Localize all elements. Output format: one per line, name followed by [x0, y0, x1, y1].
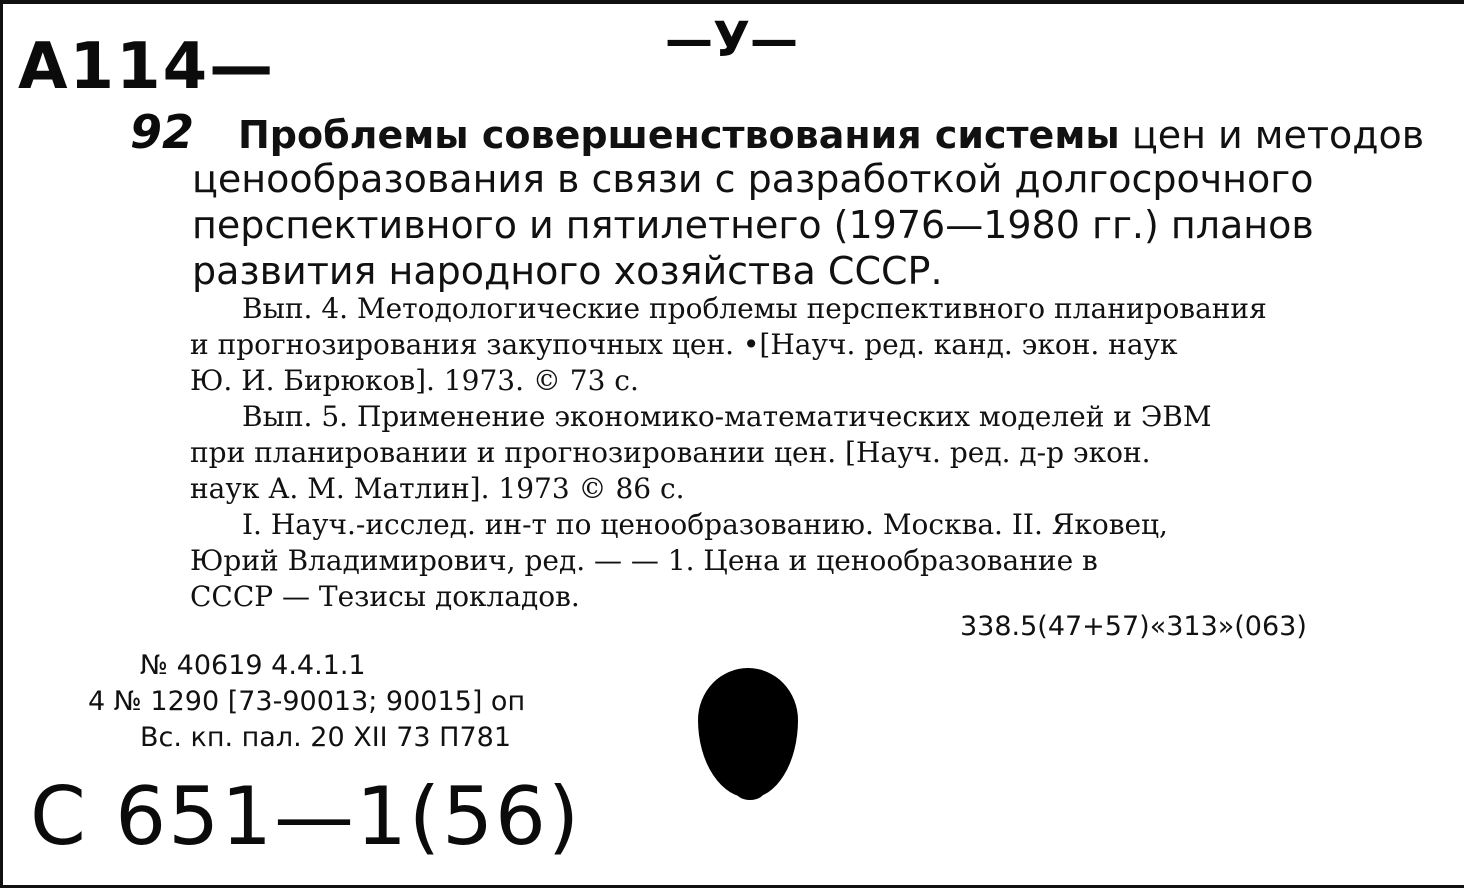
title-line-1	[238, 112, 1424, 158]
title-line-4: развития народного хозяйства СССР.	[192, 249, 943, 293]
handwritten-number: 92	[130, 105, 195, 159]
title-line-1-rest: цен и методов	[1119, 113, 1425, 157]
title-line-2: ценообразования в связи с разработкой долгосрочного	[192, 157, 1314, 201]
title-line-3: перспективного и пятилетнего (1976—1980 гг.) планов	[192, 203, 1314, 247]
ink-stain	[698, 668, 798, 798]
issue-4-line-1: Вып. 4. Методологические проблемы перспективного планирования	[242, 292, 1267, 325]
card-left-border	[0, 0, 3, 888]
ink-stain-tip	[735, 780, 765, 800]
issue-4-line-2: и прогнозирования закупочных цен. •[Науч. ред. канд. экон. наук	[190, 328, 1178, 361]
issue-5-line-3: наук А. М. Матлин]. 1973 © 86 с.	[190, 472, 685, 505]
card-top-border	[0, 0, 1464, 4]
handwritten-call-number: С 651—1(56)	[30, 770, 582, 863]
footer-line-1: № 40619 4.4.1.1	[140, 650, 366, 681]
handwritten-page-mark: —У—	[665, 12, 799, 68]
issue-5-line-1: Вып. 5. Применение экономико-математических моделей и ЭВМ	[242, 400, 1212, 433]
footer-line-2: 4 № 1290 [73-90013; 90015] оп	[88, 686, 526, 717]
subjects-line-1: I. Науч.-исслед. ин-т по ценообразованию. Москва. II. Яковец,	[242, 508, 1168, 541]
issue-4-line-3: Ю. И. Бирюков]. 1973. © 73 с.	[190, 364, 639, 397]
handwritten-shelfmark: А114—	[18, 30, 276, 104]
issue-5-line-2: при планировании и прогнозировании цен. [Науч. ред. д-р экон.	[190, 436, 1151, 469]
title-bold: Проблемы совершенствования системы	[238, 113, 1120, 157]
udc-classification: 338.5(47+57)«313»(063)	[960, 611, 1307, 642]
subjects-line-3: СССР — Тезисы докладов.	[190, 580, 580, 613]
subjects-line-2: Юрий Владимирович, ред. — — 1. Цена и ценообразование в	[190, 544, 1098, 577]
footer-line-3: Вс. кп. пал. 20 XII 73 П781	[140, 722, 511, 753]
